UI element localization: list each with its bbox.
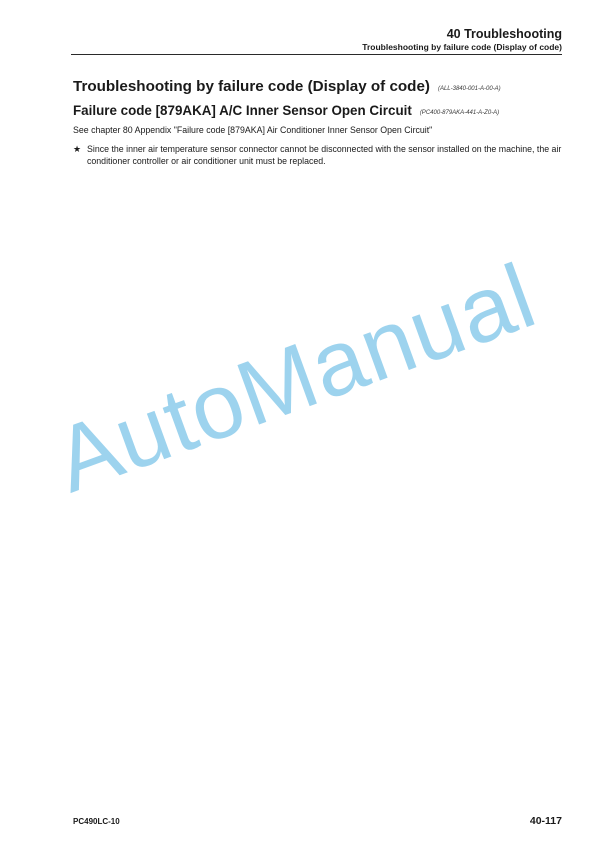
subsection-heading <box>73 102 499 120</box>
header-chapter-title: 40 Troubleshooting <box>446 27 562 41</box>
note-text: Since the inner air temperature sensor connector cannot be disconnected with the sensor installed on the machine, the air conditioner controller or air conditioner unit must be replaced. <box>87 144 562 166</box>
section-title: Troubleshooting by failure code (Display of code) <box>73 78 430 95</box>
see-reference-text: See chapter 80 Appendix "Failure code [879AKA] Air Conditioner Inner Sensor Open Circuit" <box>73 125 433 135</box>
section-heading <box>73 78 501 96</box>
subsection-title: Failure code [879AKA] A/C Inner Sensor Open Circuit <box>73 103 412 118</box>
section-ref-code: (ALL-3840-001-A-00-A) <box>437 86 501 92</box>
note-paragraph <box>73 143 565 167</box>
star-icon: ★ <box>73 144 82 154</box>
watermark-logo: AutoManual <box>42 244 549 512</box>
footer-page-number: 40-117 <box>529 815 562 827</box>
header-divider <box>71 54 562 55</box>
header-section-subtitle: Troubleshooting by failure code (Display of code) <box>362 42 562 52</box>
subsection-ref-code: (PC400-879AKA-441-A-Z0-A) <box>419 110 500 116</box>
footer-model-name: PC490LC-10 <box>73 817 120 826</box>
